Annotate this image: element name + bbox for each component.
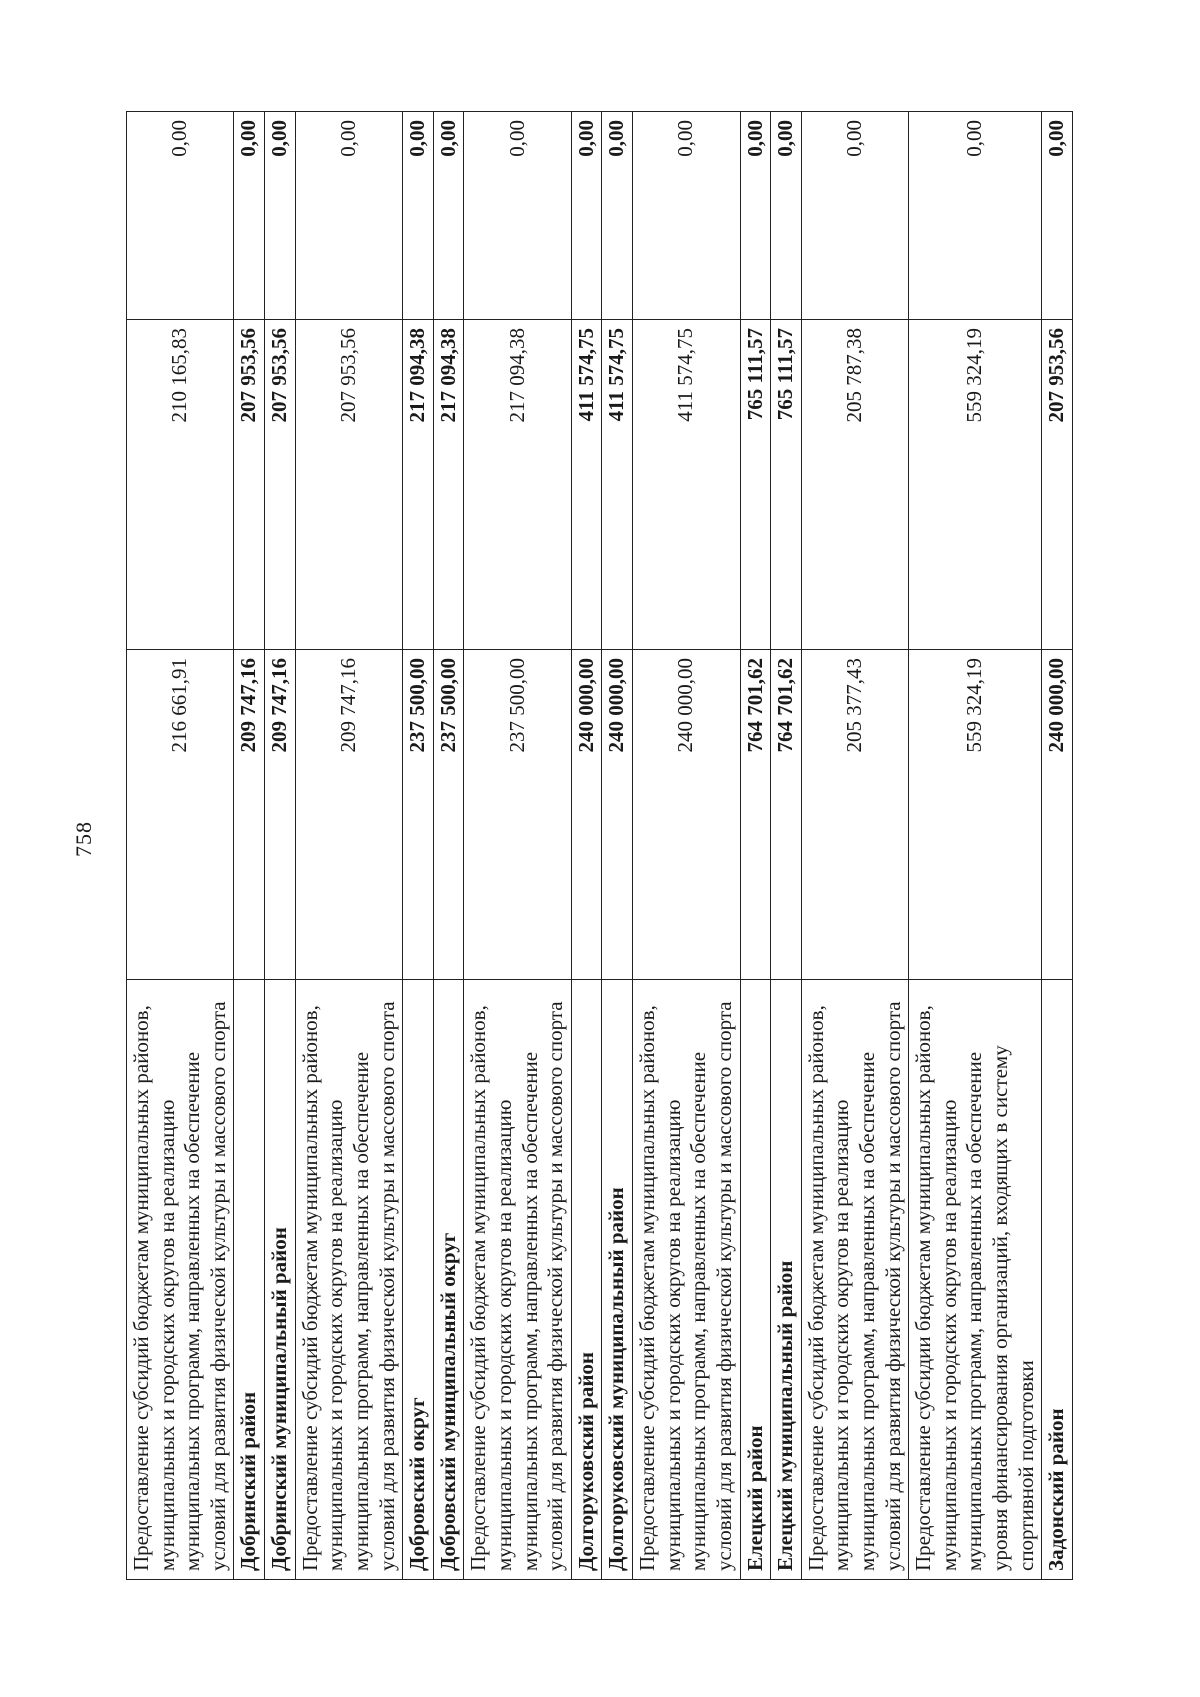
value-cell-3: 0,00 <box>571 112 602 320</box>
value-cell-2: 207 953,56 <box>1042 320 1073 650</box>
value-cell-2: 217 094,38 <box>403 320 434 650</box>
value-cell-1: 559 324,19 <box>909 650 1042 980</box>
table-row <box>801 112 908 1580</box>
row-name-cell: Елецкий район <box>740 980 771 1580</box>
value-cell-1: 764 701,62 <box>740 650 771 980</box>
value-cell-2: 765 111,57 <box>771 320 802 650</box>
value-cell-3: 0,00 <box>295 112 402 320</box>
row-name-cell: Добринский район <box>234 980 265 1580</box>
table-row <box>633 112 740 1580</box>
row-name-cell: Предоставление субсидий бюджетам муниципальных районов, муниципальных и городских округов на реализацию муниципальных программ, направленных на обеспечение условий для развития физической культуры и массового спорта <box>295 980 402 1580</box>
value-cell-3: 0,00 <box>234 112 265 320</box>
budget-table <box>126 111 1073 1580</box>
table-row <box>295 112 402 1580</box>
value-cell-3: 0,00 <box>633 112 740 320</box>
table-row <box>433 112 464 1580</box>
table-row <box>127 112 234 1580</box>
table-row <box>403 112 434 1580</box>
value-cell-2: 207 953,56 <box>265 320 296 650</box>
value-cell-1: 240 000,00 <box>1042 650 1073 980</box>
value-cell-3: 0,00 <box>403 112 434 320</box>
value-cell-3: 0,00 <box>740 112 771 320</box>
value-cell-2: 210 165,83 <box>127 320 234 650</box>
value-cell-2: 207 953,56 <box>234 320 265 650</box>
table-row <box>1042 112 1073 1580</box>
value-cell-2: 411 574,75 <box>602 320 633 650</box>
value-cell-1: 216 661,91 <box>127 650 234 980</box>
table-row <box>740 112 771 1580</box>
value-cell-1: 237 500,00 <box>403 650 434 980</box>
table-row <box>265 112 296 1580</box>
row-name-cell: Добровский округ <box>403 980 434 1580</box>
table-row <box>771 112 802 1580</box>
value-cell-2: 217 094,38 <box>433 320 464 650</box>
table-row <box>464 112 571 1580</box>
value-cell-1: 205 377,43 <box>801 650 908 980</box>
value-cell-2: 217 094,38 <box>464 320 571 650</box>
row-name-cell: Предоставление субсидии бюджетам муниципальных районов, муниципальных и городских округов на реализацию муниципальных программ, направленных на обеспечение уровня финансирования организаций, входящих в систему спортивной подготовки <box>909 980 1042 1580</box>
row-name-cell: Задонский район <box>1042 980 1073 1580</box>
value-cell-1: 237 500,00 <box>433 650 464 980</box>
row-name-cell: Добровский муниципальный округ <box>433 980 464 1580</box>
value-cell-1: 209 747,16 <box>295 650 402 980</box>
row-name-cell: Предоставление субсидий бюджетам муниципальных районов, муниципальных и городских округов на реализацию муниципальных программ, направленных на обеспечение условий для развития физической культуры и массового спорта <box>464 980 571 1580</box>
value-cell-2: 411 574,75 <box>571 320 602 650</box>
row-name-cell: Предоставление субсидий бюджетам муниципальных районов, муниципальных и городских округов на реализацию муниципальных программ, направленных на обеспечение условий для развития физической культуры и массового спорта <box>127 980 234 1580</box>
value-cell-3: 0,00 <box>801 112 908 320</box>
value-cell-3: 0,00 <box>464 112 571 320</box>
value-cell-3: 0,00 <box>127 112 234 320</box>
table-row <box>571 112 602 1580</box>
value-cell-3: 0,00 <box>1042 112 1073 320</box>
page-number: 758 <box>71 821 96 857</box>
value-cell-3: 0,00 <box>771 112 802 320</box>
value-cell-1: 240 000,00 <box>602 650 633 980</box>
table-row <box>602 112 633 1580</box>
value-cell-1: 240 000,00 <box>571 650 602 980</box>
table-row <box>234 112 265 1580</box>
value-cell-1: 209 747,16 <box>265 650 296 980</box>
row-name-cell: Добринский муниципальный район <box>265 980 296 1580</box>
table-body <box>127 112 1073 1580</box>
value-cell-3: 0,00 <box>909 112 1042 320</box>
row-name-cell: Предоставление субсидий бюджетам муниципальных районов, муниципальных и городских округов на реализацию муниципальных программ, направленных на обеспечение условий для развития физической культуры и массового спорта <box>801 980 908 1580</box>
value-cell-1: 240 000,00 <box>633 650 740 980</box>
value-cell-1: 764 701,62 <box>771 650 802 980</box>
value-cell-2: 207 953,56 <box>295 320 402 650</box>
value-cell-3: 0,00 <box>433 112 464 320</box>
value-cell-1: 237 500,00 <box>464 650 571 980</box>
value-cell-3: 0,00 <box>265 112 296 320</box>
row-name-cell: Елецкий муниципальный район <box>771 980 802 1580</box>
value-cell-2: 411 574,75 <box>633 320 740 650</box>
value-cell-2: 559 324,19 <box>909 320 1042 650</box>
row-name-cell: Долгоруковский район <box>571 980 602 1580</box>
value-cell-2: 765 111,57 <box>740 320 771 650</box>
value-cell-1: 209 747,16 <box>234 650 265 980</box>
table-row <box>909 112 1042 1580</box>
budget-table-container <box>126 112 1073 1580</box>
row-name-cell: Долгоруковский муниципальный район <box>602 980 633 1580</box>
value-cell-3: 0,00 <box>602 112 633 320</box>
row-name-cell: Предоставление субсидий бюджетам муниципальных районов, муниципальных и городских округов на реализацию муниципальных программ, направленных на обеспечение условий для развития физической культуры и массового спорта <box>633 980 740 1580</box>
value-cell-2: 205 787,38 <box>801 320 908 650</box>
